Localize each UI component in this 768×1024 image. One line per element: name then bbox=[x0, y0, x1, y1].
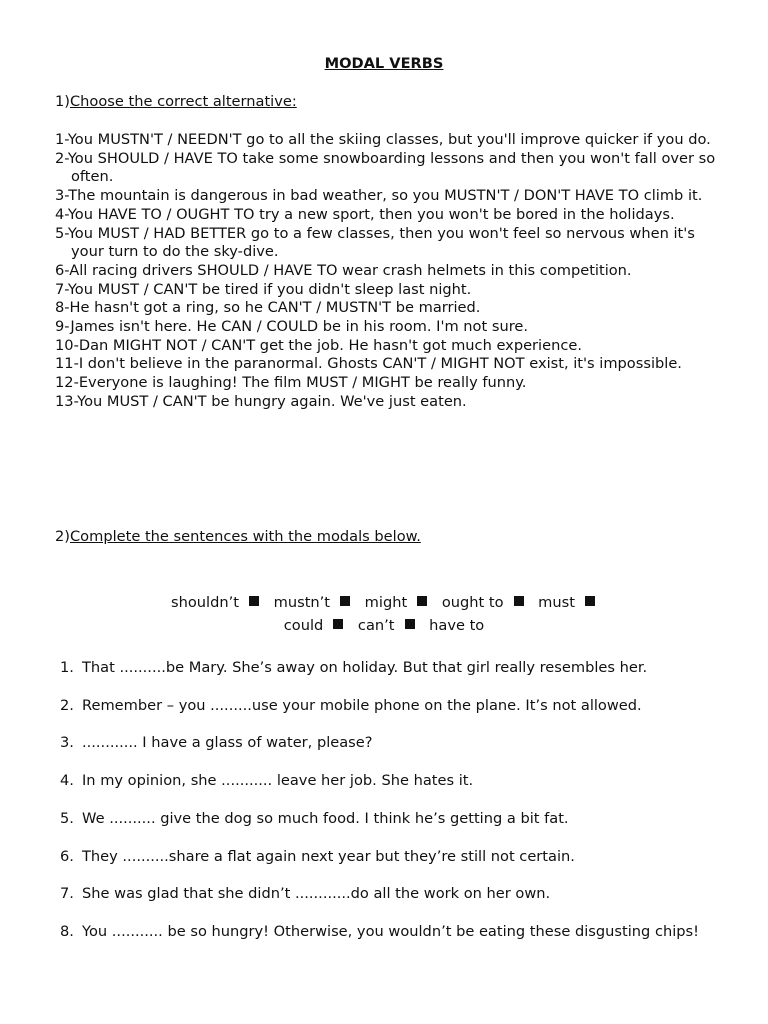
item-number: 6. bbox=[60, 847, 74, 865]
exercise2-item bbox=[60, 885, 720, 904]
exercise1-item: 11-I don't believe in the paranormal. Ghosts CAN'T / MIGHT NOT exist, it's impossible. bbox=[55, 355, 682, 373]
exercise2-instruction: Complete the sentences with the modals below. bbox=[69, 528, 421, 545]
exercise1-item: 4-You HAVE TO / OUGHT TO try a new sport, then you won't be bored in the holidays. bbox=[55, 205, 675, 223]
item-text: ............ I have a glass of water, please? bbox=[82, 734, 373, 752]
word-bank-item: might bbox=[364, 594, 408, 611]
exercise1-list bbox=[55, 131, 723, 412]
exercise2-item bbox=[60, 659, 720, 678]
exercise1-item: 8-He hasn't got a ring, so he CAN'T / MUSTN'T be married. bbox=[55, 299, 481, 317]
exercise1-item: 1-You MUSTN'T / NEEDN'T go to all the skiing classes, but you'll improve quicker if you do. bbox=[55, 131, 711, 148]
word-bank-row bbox=[0, 614, 768, 637]
exercise1-item: 9-James isn't here. He CAN / COULD be in his room. I'm not sure. bbox=[55, 318, 528, 336]
word-bank-item: mustn’t bbox=[273, 594, 331, 611]
exercise1-heading bbox=[55, 93, 297, 112]
item-text: You ........... be so hungry! Otherwise, you wouldn’t be eating these disgusting chips! bbox=[82, 922, 699, 940]
item-number: 5. bbox=[60, 809, 74, 827]
exercise1-item: 12-Everyone is laughing! The film MUST / MIGHT be really funny. bbox=[55, 374, 527, 392]
exercise1-instruction: Choose the correct alternative: bbox=[69, 93, 297, 110]
square-bullet-icon bbox=[249, 596, 259, 606]
exercise2-item bbox=[60, 848, 720, 867]
exercise1-item: 2-You SHOULD / HAVE TO take some snowboarding lessons and then you won't fall over so often. bbox=[55, 149, 716, 186]
page-title: MODAL VERBS bbox=[324, 55, 444, 72]
item-text: She was glad that she didn’t ............do all the work on her own. bbox=[82, 885, 551, 903]
exercise1-item: 3-The mountain is dangerous in bad weather, so you MUSTN'T / DON'T HAVE TO climb it. bbox=[55, 187, 703, 205]
item-text: That ..........be Mary. She’s away on holiday. But that girl really resembles her. bbox=[82, 659, 648, 676]
exercise1-item: 6-All racing drivers SHOULD / HAVE TO wear crash helmets in this competition. bbox=[55, 261, 632, 279]
word-bank-item: can’t bbox=[357, 617, 395, 634]
item-number: 3. bbox=[60, 734, 74, 752]
exercise2-item bbox=[60, 810, 720, 829]
square-bullet-icon bbox=[514, 596, 524, 606]
square-bullet-icon bbox=[417, 596, 427, 606]
exercise1-item: 7-You MUST / CAN'T be tired if you didn't sleep last night. bbox=[55, 280, 472, 298]
word-bank-item: shouldn’t bbox=[171, 594, 239, 611]
exercise2-heading bbox=[55, 528, 421, 547]
item-text: We .......... give the dog so much food. I think he’s getting a bit fat. bbox=[82, 809, 569, 827]
square-bullet-icon bbox=[333, 619, 343, 629]
exercise1-item: 5-You MUST / HAD BETTER go to a few classes, then you won't feel so nervous when it's your turn to do the sky-dive. bbox=[55, 224, 695, 261]
word-bank-item: could bbox=[283, 617, 324, 634]
exercise2-item bbox=[60, 772, 720, 791]
square-bullet-icon bbox=[340, 596, 350, 606]
item-number: 2. bbox=[60, 696, 74, 714]
exercise1-item: 13-You MUST / CAN'T be hungry again. We've just eaten. bbox=[55, 392, 467, 410]
exercise1-number: 1) bbox=[55, 93, 70, 110]
exercise2-item bbox=[60, 734, 720, 753]
exercise2-item bbox=[60, 923, 720, 942]
exercise2-item bbox=[60, 697, 720, 716]
word-bank-item: ought to bbox=[441, 594, 504, 611]
item-number: 4. bbox=[60, 772, 74, 790]
square-bullet-icon bbox=[405, 619, 415, 629]
item-text: Remember – you .........use your mobile phone on the plane. It’s not allowed. bbox=[82, 696, 642, 714]
exercise2-list bbox=[60, 659, 720, 961]
word-bank-item: have to bbox=[429, 617, 485, 634]
word-bank-item: must bbox=[538, 594, 575, 611]
word-bank bbox=[0, 591, 768, 637]
item-number: 1. bbox=[60, 659, 74, 676]
item-number: 7. bbox=[60, 885, 74, 903]
exercise1-item: 10-Dan MIGHT NOT / CAN'T get the job. He hasn't got much experience. bbox=[55, 336, 582, 354]
item-text: They ..........share a flat again next year but they’re still not certain. bbox=[82, 847, 575, 865]
exercise2-number: 2) bbox=[55, 528, 70, 545]
item-text: In my opinion, she ........... leave her job. She hates it. bbox=[82, 772, 474, 790]
item-number: 8. bbox=[60, 922, 74, 940]
square-bullet-icon bbox=[585, 596, 595, 606]
word-bank-row bbox=[0, 591, 768, 614]
